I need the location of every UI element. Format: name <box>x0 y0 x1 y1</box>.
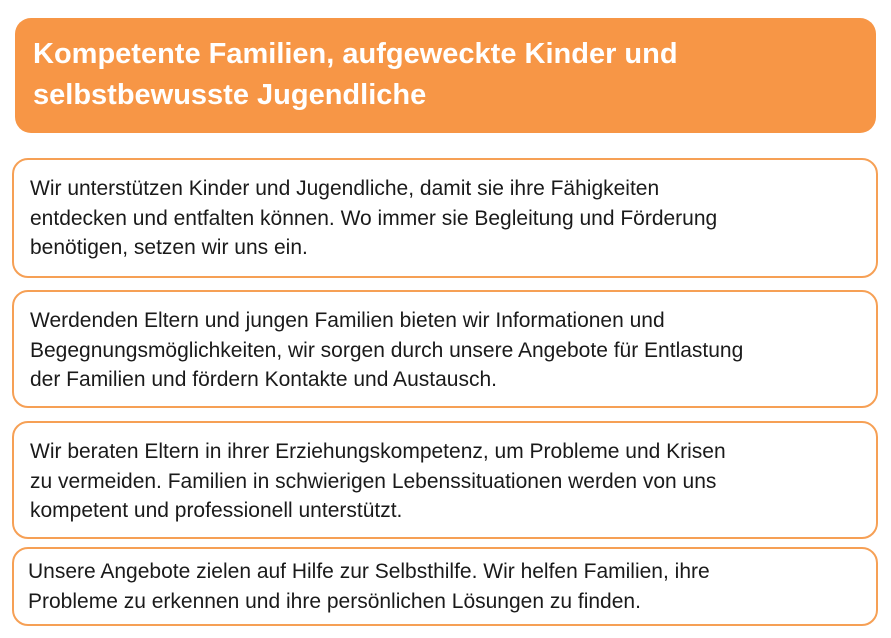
card-line: kompetent und professionell unterstützt. <box>30 499 403 522</box>
info-card-counseling <box>12 421 878 539</box>
title-banner <box>15 18 876 133</box>
card-line: Wir unterstützen Kinder und Jugendliche, damit sie ihre Fähigkeiten <box>30 177 660 200</box>
card-line: der Familien und fördern Kontakte und Austausch. <box>30 368 497 391</box>
title-line-1: Kompetente Familien, aufgeweckte Kinder und <box>33 38 678 70</box>
card-line: Werdenden Eltern und jungen Familien bieten wir Informationen und <box>30 309 665 332</box>
info-card-self-help <box>12 547 878 626</box>
card-text <box>28 557 860 616</box>
card-line: zu vermeiden. Familien in schwierigen Lebenssituationen werden von uns <box>30 469 717 493</box>
card-line: Probleme zu erkennen und ihre persönlichen Lösungen zu finden. <box>28 589 641 613</box>
card-line: benötigen, setzen wir uns ein. <box>30 236 308 259</box>
info-card-children <box>12 158 878 278</box>
card-text <box>30 306 860 395</box>
page-title <box>33 34 858 116</box>
card-line: entdecken und entfalten können. Wo immer sie Begleitung und Förderung <box>30 206 718 230</box>
card-line: Unsere Angebote zielen auf Hilfe zur Selbsthilfe. Wir helfen Familien, ihre <box>28 560 710 583</box>
card-text <box>30 174 860 263</box>
card-line: Wir beraten Eltern in ihrer Erziehungskompetenz, um Probleme und Krisen <box>30 440 726 463</box>
card-text <box>30 437 860 526</box>
info-card-parents <box>12 290 878 408</box>
card-line: Begegnungsmöglichkeiten, wir sorgen durch unsere Angebote für Entlastung <box>30 338 744 362</box>
title-line-2: selbstbewusste Jugendliche <box>33 79 427 111</box>
